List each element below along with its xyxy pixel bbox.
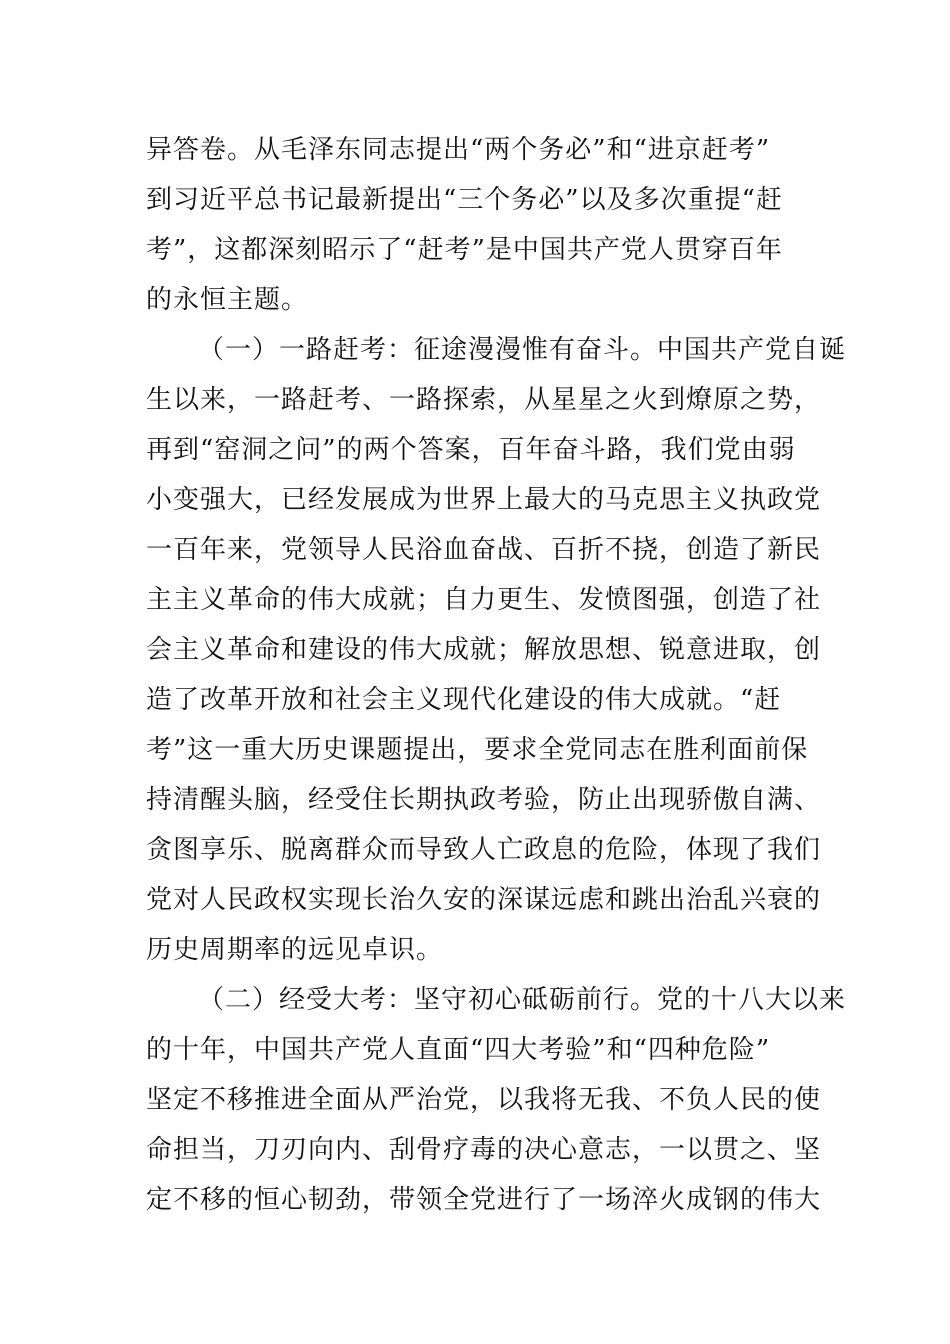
paragraph-line: 再到“窑洞之问”的两个答案，百年奋斗路，我们党由弱 <box>146 435 796 465</box>
paragraph-line: 贪图享乐、脱离群众而导致人亡政息的危险，体现了我们 <box>146 835 822 865</box>
paragraph-line: 生以来，一路赶考、一路探索，从星星之火到燎原之势， <box>146 385 822 415</box>
paragraph-line: 历史周期率的远见卓识。 <box>146 935 444 965</box>
paragraph-line: 的十年，中国共产党人直面“四大考验”和“四种危险” <box>146 1035 771 1065</box>
paragraph-line: 命担当，刀刃向内、刮骨疗毒的决心意志，一以贯之、坚 <box>146 1135 822 1165</box>
paragraph-line: 主主义革命的伟大成就；自力更生、发愤图强，创造了社 <box>146 585 822 615</box>
paragraph-line: 造了改革开放和社会主义现代化建设的伟大成就。“赶 <box>146 685 782 715</box>
paragraph-line: 小变强大，已经发展成为世界上最大的马克思主义执政党 <box>146 485 822 515</box>
paragraph-line: 到习近平总书记最新提出“三个务必”以及多次重提“赶 <box>146 185 783 215</box>
paragraph-line: 考”，这都深刻昭示了“赶考”是中国共产党人贯穿百年 <box>146 235 783 265</box>
paragraph-line: 会主义革命和建设的伟大成就；解放思想、锐意进取，创 <box>146 635 822 665</box>
paragraph-line: 坚定不移推进全面从严治党，以我将无我、不负人民的使 <box>146 1085 822 1115</box>
paragraph-line: 异答卷。从毛泽东同志提出“两个务必”和“进京赶考” <box>146 135 771 165</box>
paragraph-line: 持清醒头脑，经受住长期执政考验，防止出现骄傲自满、 <box>146 785 822 815</box>
paragraph-line: 考”这一重大历史课题提出，要求全党同志在胜利面前保 <box>146 735 809 765</box>
section-heading-line: （二）经受大考：坚守初心砥砺前行。党的十八大以来 <box>198 985 847 1015</box>
paragraph-line: 定不移的恒心韧劲，带领全党进行了一场淬火成钢的伟大 <box>146 1185 822 1215</box>
paragraph-line: 的永恒主题。 <box>146 285 309 315</box>
document-body <box>146 125 846 1225</box>
paragraph-line: 党对人民政权实现长治久安的深谋远虑和跳出治乱兴衰的 <box>146 885 822 915</box>
paragraph-line: 一百年来，党领导人民浴血奋战、百折不挠，创造了新民 <box>146 535 822 565</box>
section-heading-line: （一）一路赶考：征途漫漫惟有奋斗。中国共产党自诞 <box>198 335 847 365</box>
